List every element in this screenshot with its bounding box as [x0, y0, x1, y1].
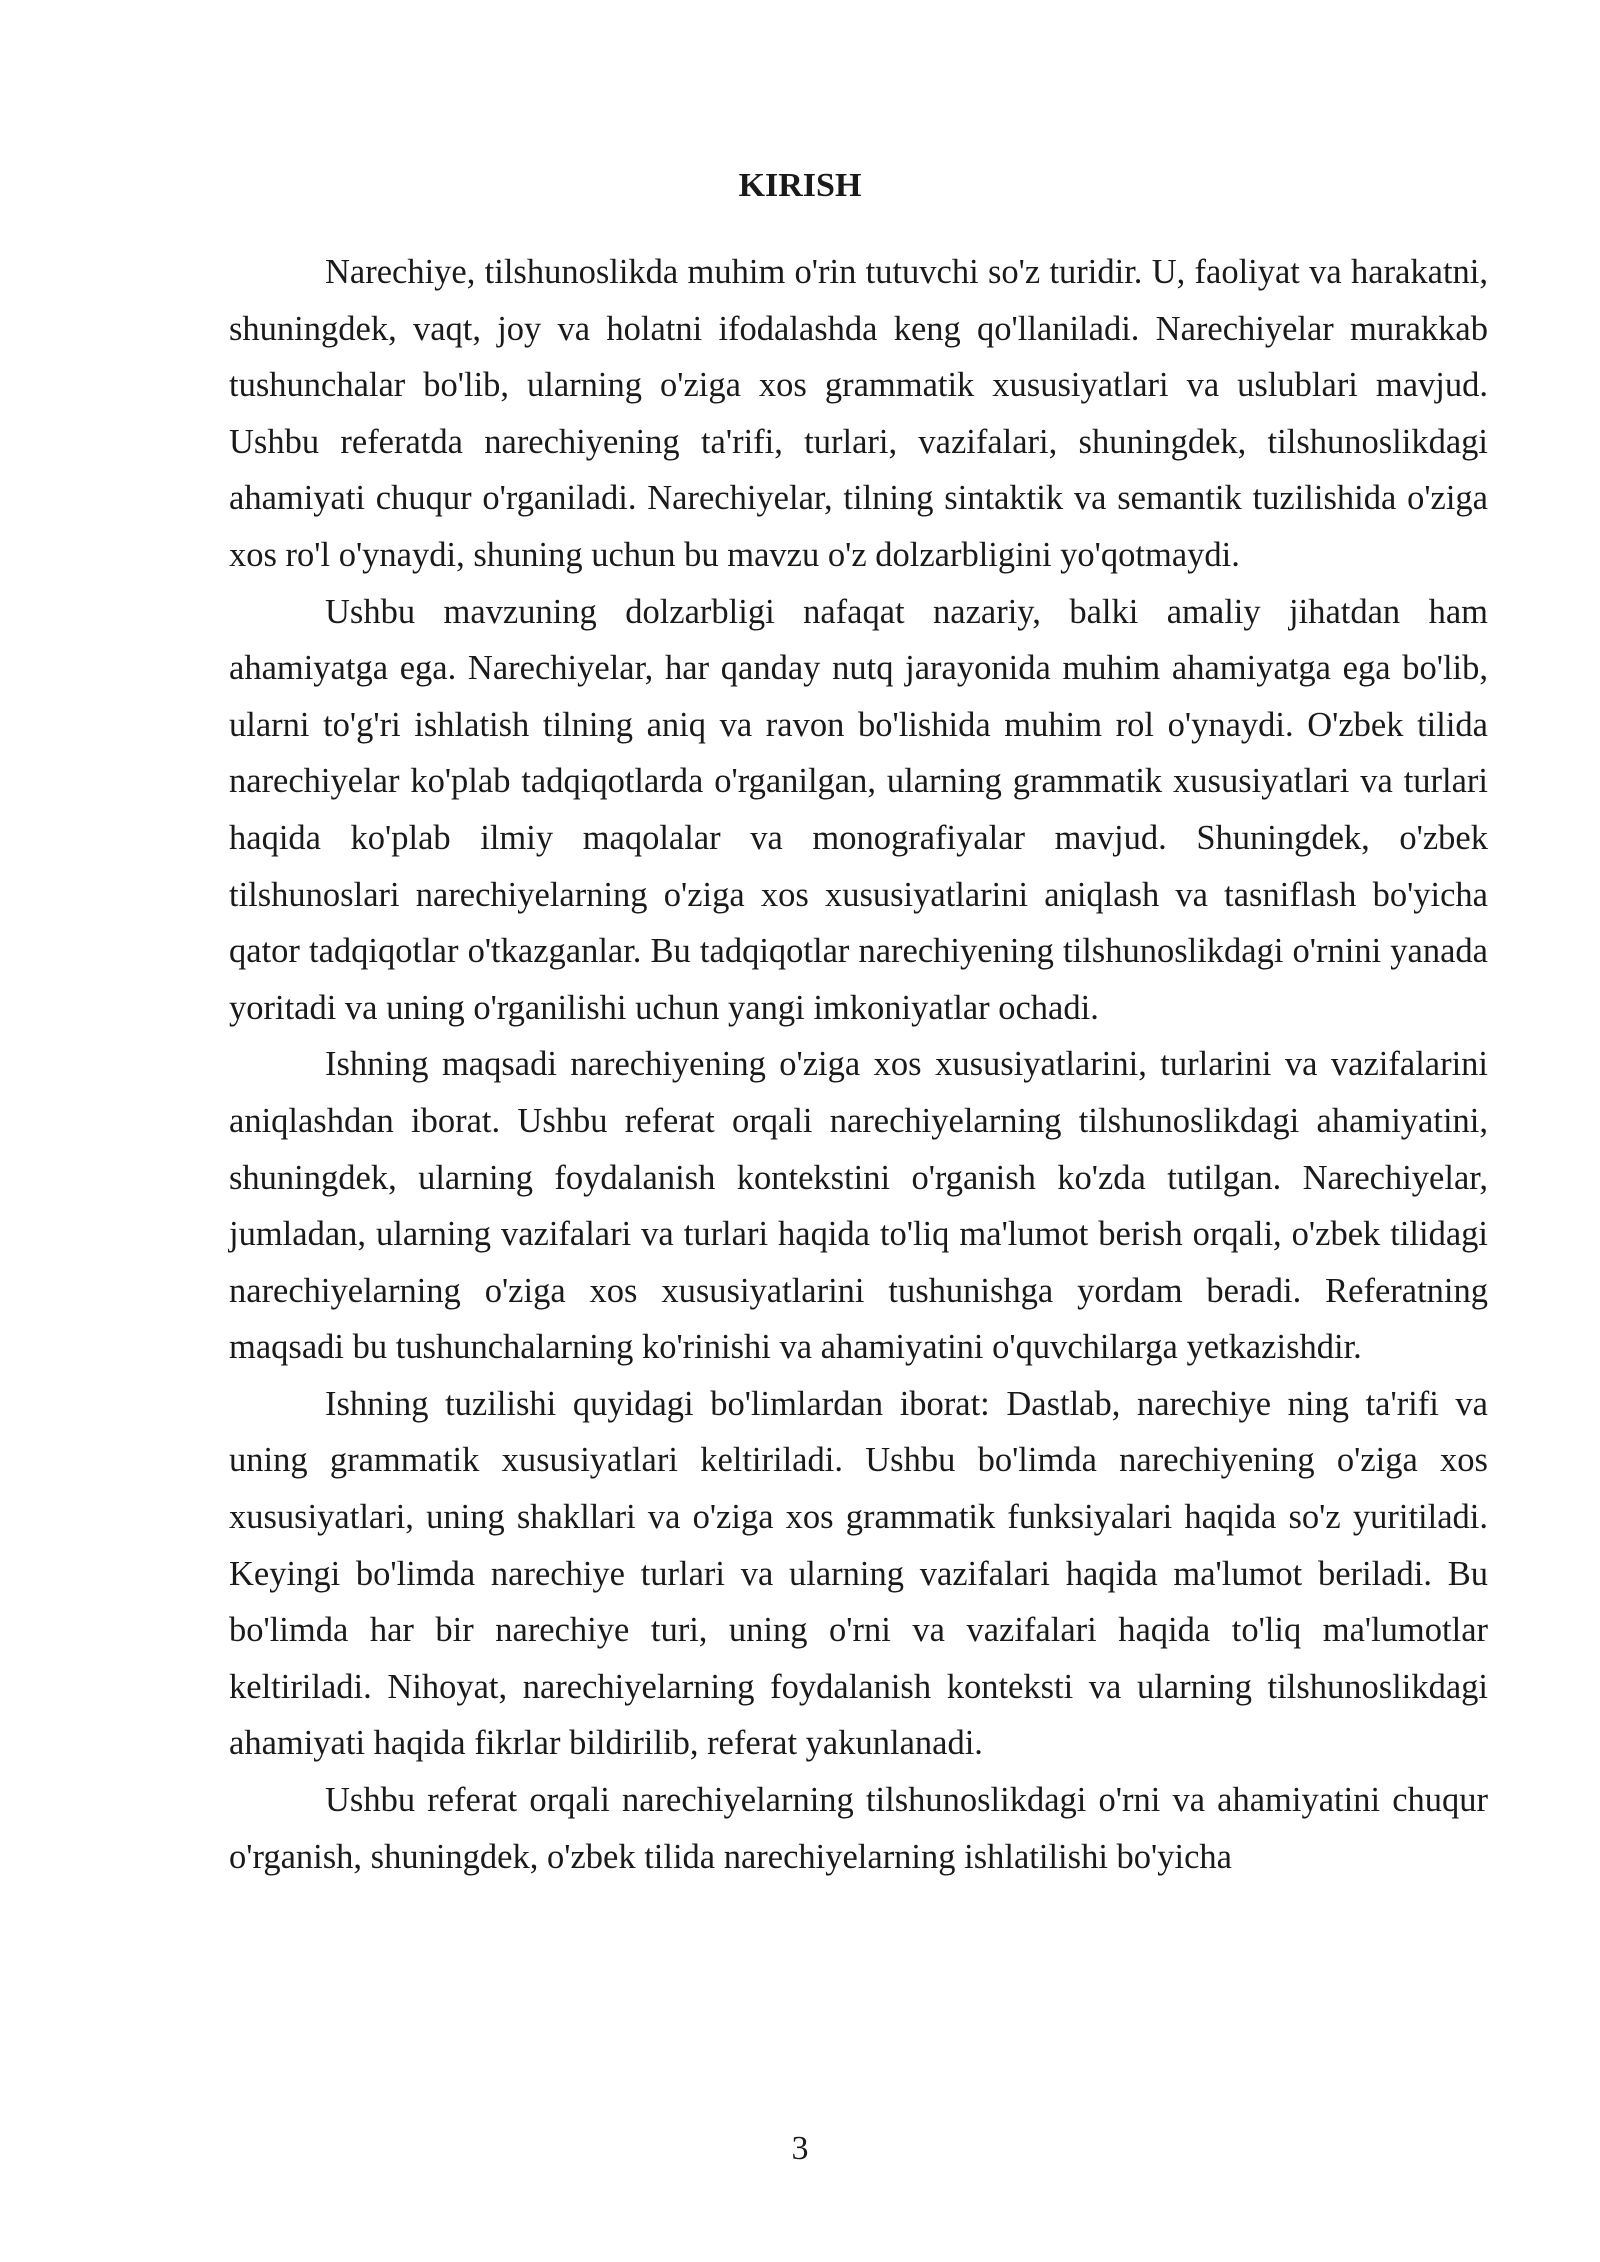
paragraph-structure: Ishning tuzilishi quyidagi bo'limlardan iborat: Dastlab, narechiye ning ta'rifi va uning grammatik xususiyatlari keltiriladi. Ushbu bo'limda narechiyening o'ziga xos xususiyatlari, uning shakllari va o'ziga xos grammatik funksiyalari haqida so'z yuritiladi. Keyingi bo'limda narechiye turlari va ularning vazifalari haqida ma'lumot beriladi. Bu bo'limda har bir narechiye turi, uning o'rni va vazifalari haqida to'liq ma'lumotlar keltiriladi. Nihoyat, narechiyelarning foydalanish konteksti va ularning tilshunoslikdagi ahamiyati haqida fikrlar bildirilib, referat yakunlanadi.: [229, 1384, 1488, 1763]
paragraph-introduction: Narechiye, tilshunoslikda muhim o'rin tutuvchi so'z turidir. U, faoliyat va harakatni, shuningdek, vaqt, joy va holatni ifodalashda keng qo'llaniladi. Narechiyelar murakkab tushunchalar bo'lib, ularning o'ziga xos grammatik xususiyatlari va uslublari mavjud. Ushbu referatda narechiyening ta'rifi, turlari, vazifalari, shuningdek, tilshunoslikdagi ahamiyati chuqur o'rganiladi. Narechiyelar, tilning sintaktik va semantik tuzilishida o'ziga xos ro'l o'ynaydi, shuning uchun bu mavzu o'z dolzarbligini yo'qotmaydi.: [229, 253, 1488, 574]
page-title: KIRISH: [738, 167, 862, 204]
paragraph-relevance: Ushbu mavzuning dolzarbligi nafaqat nazariy, balki amaliy jihatdan ham ahamiyatga ega. Narechiyelar, har qanday nutq jarayonida muhim ahamiyatga ega bo'lib, ularni to'g'ri ishlatish tilning aniq va ravon bo'lishida muhim rol o'ynaydi. O'zbek tilida narechiyelar ko'plab tadqiqotlarda o'rganilgan, ularning grammatik xususiyatlari va turlari haqida ko'plab ilmiy maqolalar va monografiyalar mavjud. Shuningdek, o'zbek tilshunoslari narechiyelarning o'ziga xos xususiyatlarini aniqlash va tasniflash bo'yicha qator tadqiqotlar o'tkazganlar. Bu tadqiqotlar narechiyening tilshunoslikdagi o'rnini yanada yoritadi va uning o'rganilishi uchun yangi imkoniyatlar ochadi.: [229, 592, 1488, 1027]
paragraph-conclusion-start: Ushbu referat orqali narechiyelarning tilshunoslikdagi o'rni va ahamiyatini chuqur o'rganish, shuningdek, o'zbek tilida narechiyelarning ishlatilishi bo'yicha: [229, 1781, 1488, 1876]
paragraph-goal: Ishning maqsadi narechiyening o'ziga xos xususiyatlarini, turlarini va vazifalarini aniqlashdan iborat. Ushbu referat orqali narechiyelarning tilshunoslikdagi ahamiyatini, shuningdek, ularning foydalanish kontekstini o'rganish ko'zda tutilgan. Narechiyelar, jumladan, ularning vazifalari va turlari haqida to'liq ma'lumot berish orqali, o'zbek tilidagi narechiyelarning o'ziga xos xususiyatlarini tushunishga yordam beradi. Referatning maqsadi bu tushunchalarning ko'rinishi va ahamiyatini o'quvchilarga yetkazishdir.: [229, 1045, 1488, 1367]
body-text: [229, 244, 1488, 1885]
page-number: 3: [791, 2130, 809, 2167]
